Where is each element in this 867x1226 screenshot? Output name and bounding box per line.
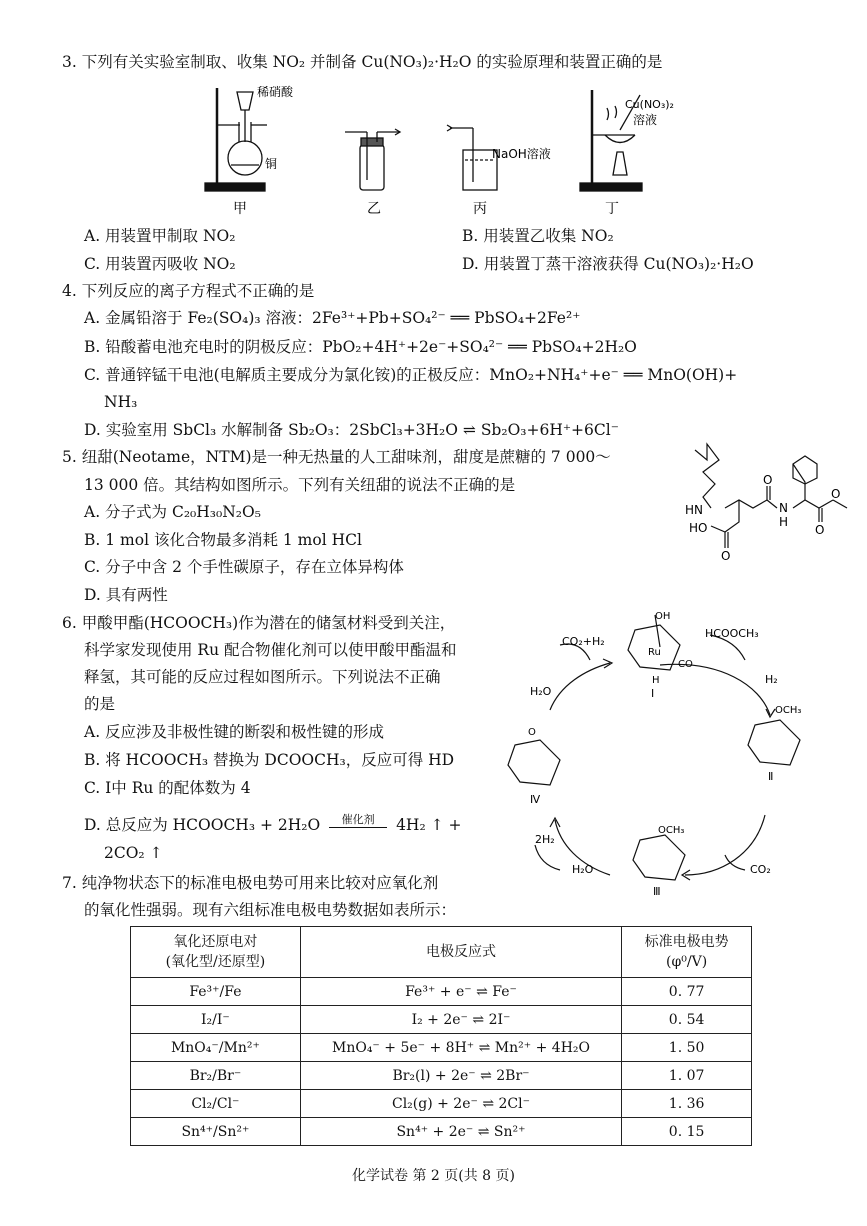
label-copper: 铜 bbox=[265, 157, 278, 171]
label-och3-II: OCH₃ bbox=[775, 705, 802, 716]
atom-o-ester: O bbox=[815, 523, 825, 537]
complex-IV bbox=[508, 740, 560, 785]
q4-option-a: A. 金属铅溶于 Fe₂(SO₄)₃ 溶液：2Fe³⁺+Pb+SO₄²⁻ ══ PbSO₄+2Fe²⁺ bbox=[84, 309, 581, 327]
roman-II: Ⅱ bbox=[768, 770, 774, 783]
q3-option-b: B. 用装置乙收集 NO₂ bbox=[462, 227, 614, 245]
q6-option-b: B. 将 HCOOCH₃ 替换为 DCOOCH₃，反应可得 HD bbox=[84, 751, 455, 769]
atom-hn: HN bbox=[685, 503, 703, 517]
q4-stem: 4. 下列反应的离子方程式不正确的是 bbox=[62, 282, 315, 300]
atom-o-amide: O bbox=[763, 473, 773, 487]
cycle-co2-h2: CO₂+H₂ bbox=[562, 635, 605, 648]
col-header-potential: 标准电极电势 (φ⁰/V) bbox=[622, 927, 752, 978]
q7-stem: 7. 纯净物状态下的标准电极电势可用来比较对应氧化剂 bbox=[62, 874, 439, 892]
apparatus-label-b: 乙 bbox=[367, 201, 381, 215]
q5-stem-cont: 13 000 倍。其结构如图所示。下列有关纽甜的说法不正确的是 bbox=[84, 476, 516, 494]
apparatus-label-a: 甲 bbox=[233, 201, 247, 215]
cycle-hcooch3: HCOOCH₃ bbox=[705, 627, 759, 640]
apparatus-c bbox=[447, 125, 497, 190]
roman-III: Ⅲ bbox=[653, 885, 661, 898]
q5-option-d: D. 具有两性 bbox=[84, 586, 168, 604]
q3-option-a: A. 用装置甲制取 NO₂ bbox=[84, 227, 236, 245]
cycle-co2-out: CO₂ bbox=[750, 863, 771, 876]
label-ru-I: Ru bbox=[648, 647, 661, 658]
label-cuno3: Cu(NO₃)₂ bbox=[625, 98, 674, 111]
q6-option-d-text: D. 总反应为 HCOOCH₃ + 2H₂O bbox=[84, 816, 321, 834]
cycle-2h2: 2H₂ bbox=[535, 833, 555, 846]
apparatus-label-c: 丙 bbox=[473, 201, 487, 215]
catalyst-arrow bbox=[329, 813, 387, 828]
apparatus-label-d: 丁 bbox=[605, 201, 619, 215]
q6-stem-4: 的是 bbox=[84, 695, 116, 713]
q6-option-c: C. Ⅰ中 Ru 的配体数为 4 bbox=[84, 779, 251, 797]
complex-II bbox=[748, 720, 800, 765]
table-row: MnO₄⁻/Mn²⁺ MnO₄⁻ + 5e⁻ + 8H⁺ ⇌ Mn²⁺ + 4H₂O 1. 50 bbox=[131, 1034, 752, 1062]
table-row: Sn⁴⁺/Sn²⁺ Sn⁴⁺ + 2e⁻ ⇌ Sn²⁺ 0. 15 bbox=[131, 1118, 752, 1146]
label-naoh-solution: NaOH溶液 bbox=[492, 147, 551, 161]
q4-option-c-cont: NH₃ bbox=[104, 393, 138, 411]
label-oh-I: OH bbox=[655, 611, 671, 622]
q5-option-b: B. 1 mol 该化合物最多消耗 1 mol HCl bbox=[84, 531, 362, 549]
table-header-row bbox=[131, 927, 752, 978]
q6-option-d bbox=[84, 815, 461, 835]
cycle-h2o-in: H₂O bbox=[530, 685, 552, 698]
catalyst-label: 催化剂 bbox=[341, 813, 375, 826]
cycle-h2-out: H₂ bbox=[765, 673, 778, 686]
q4-option-b: B. 铅酸蓄电池充电时的阴极反应：PbO₂+4H⁺+2e⁻+SO₄²⁻ ══ PbSO₄+2H₂O bbox=[84, 338, 637, 356]
apparatus-a bbox=[205, 88, 267, 191]
label-h-I: H bbox=[652, 675, 660, 686]
label-dilute-nitric: 稀硝酸 bbox=[257, 85, 294, 99]
label-och3-III: OCH₃ bbox=[658, 825, 685, 836]
page-footer: 化学试卷 第 2 页(共 8 页) bbox=[352, 1168, 515, 1184]
q6-option-a: A. 反应涉及非极性键的断裂和极性键的形成 bbox=[84, 723, 385, 741]
q6-stem: 6. 甲酸甲酯(HCOOCH₃)作为潜在的储氢材料受到关注， bbox=[62, 614, 456, 632]
q6-option-d-products: 4H₂ ↑ + bbox=[396, 816, 462, 834]
complex-I bbox=[628, 615, 680, 670]
col-header-reaction: 电极反应式 bbox=[300, 927, 621, 978]
apparatus-b bbox=[345, 129, 400, 190]
table-row: Fe³⁺/Fe Fe³⁺ + e⁻ ⇌ Fe⁻ 0. 77 bbox=[131, 978, 752, 1006]
q5-option-c: C. 分子中含 2 个手性碳原子，存在立体异构体 bbox=[84, 558, 404, 576]
neotame-structure bbox=[655, 442, 855, 582]
q3-option-d: D. 用装置丁蒸干溶液获得 Cu(NO₃)₂·H₂O bbox=[462, 255, 754, 273]
table-row: Cl₂/Cl⁻ Cl₂(g) + 2e⁻ ⇌ 2Cl⁻ 1. 36 bbox=[131, 1090, 752, 1118]
q3-apparatus-diagram bbox=[195, 80, 685, 215]
q7-stem-cont: 的氧化性强弱。现有六组标准电极电势数据如表所示： bbox=[84, 901, 457, 919]
label-co-I: CO bbox=[678, 659, 693, 670]
q5-stem: 5. 纽甜(Neotame，NTM)是一种无热量的人工甜味剂，甜度是蔗糖的 7 000～ bbox=[62, 448, 611, 466]
ru-catalytic-cycle bbox=[500, 605, 830, 915]
q3-stem: 3. 下列有关实验室制取、收集 NO₂ 并制备 Cu(NO₃)₂·H₂O 的实验原理和装置正确的是 bbox=[62, 53, 663, 71]
label-o-IV: O bbox=[528, 727, 536, 738]
label-solution: 溶液 bbox=[633, 113, 658, 127]
atom-o-ether: O bbox=[831, 487, 841, 501]
atom-ho: HO bbox=[689, 521, 708, 535]
q4-option-d: D. 实验室用 SbCl₃ 水解制备 Sb₂O₃：2SbCl₃+3H₂O ⇌ Sb₂O₃+6H⁺+6Cl⁻ bbox=[84, 421, 619, 439]
table-row: I₂/I⁻ I₂ + 2e⁻ ⇌ 2I⁻ 0. 54 bbox=[131, 1006, 752, 1034]
cycle-h2o-b: H₂O bbox=[572, 863, 594, 876]
q6-option-d-cont: 2CO₂ ↑ bbox=[104, 844, 163, 862]
q5-option-a: A. 分子式为 C₂₀H₃₀N₂O₅ bbox=[84, 503, 261, 521]
complex-III bbox=[633, 835, 685, 880]
potential-table bbox=[130, 926, 752, 1146]
q4-option-c: C. 普通锌锰干电池(电解质主要成分为氯化铵)的正极反应：MnO₂+NH₄⁺+e⁻ ══ MnO(OH)+ bbox=[84, 366, 738, 384]
roman-I: Ⅰ bbox=[651, 687, 655, 700]
q6-stem-3: 释氢，其可能的反应过程如图所示。下列说法不正确 bbox=[84, 668, 441, 686]
atom-h: H bbox=[779, 515, 789, 529]
q3-option-c: C. 用装置丙吸收 NO₂ bbox=[84, 255, 236, 273]
atom-n: N bbox=[779, 501, 788, 515]
q6-stem-2: 科学家发现使用 Ru 配合物催化剂可以使甲酸甲酯温和 bbox=[84, 641, 457, 659]
table-row: Br₂/Br⁻ Br₂(l) + 2e⁻ ⇌ 2Br⁻ 1. 07 bbox=[131, 1062, 752, 1090]
atom-o-acid: O bbox=[721, 549, 731, 563]
col-header-pair: 氧化还原电对 (氧化型/还原型) bbox=[131, 927, 301, 978]
roman-IV: Ⅳ bbox=[530, 793, 541, 806]
